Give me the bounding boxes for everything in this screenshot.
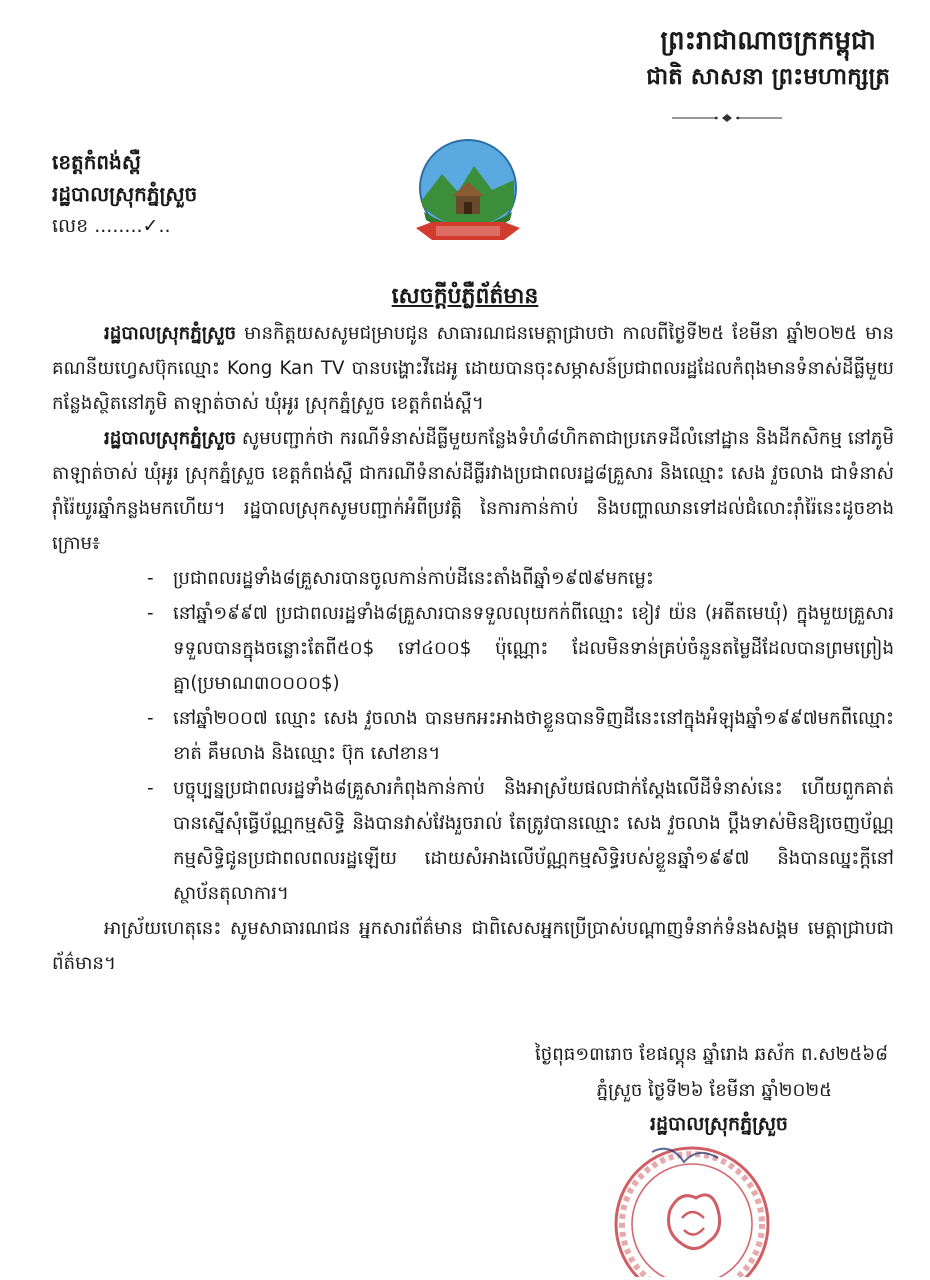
paragraph-conclusion: អាស្រ័យហេតុនេះ សូមសាធារណជន អ្នកសារព័ត៌មាន ជាពិសេសអ្នកប្រើប្រាស់បណ្តាញទំនាក់ទំនងសង្គម មេត្តាជ្រាបជាព័ត៌មាន។	[52, 918, 894, 974]
signatory: រដ្ឋបាលស្រុកភ្នំស្រួច	[650, 1113, 788, 1135]
paragraph-clarification-lead: រដ្ឋបាលស្រុកភ្នំស្រួច	[104, 428, 237, 449]
list-bullet: -	[147, 708, 154, 729]
lunar-date: ថ្ងៃពុធ១៣រោច ខែផល្គុន ឆ្នាំរោង ឆស័ក ព.ស២៥៦៨	[534, 1044, 888, 1065]
list-item	[147, 701, 894, 771]
list-item-text: បច្ចុប្បន្នប្រជាពលរដ្ឋទាំង៨គ្រួសារកំពុងកាន់កាប់ និងអាស្រ័យផលជាក់ស្តែងលើដីទំនាស់នេះ ហើយពួកគាត់បានស្នើសុំធ្វើប័ណ្ណកម្មសិទ្ធិ និងបានវាស់វែងរួចរាល់ តែត្រូវបានឈ្មោះ សេង វួចលាង ប្តឹងទាស់មិនឱ្យចេញប័ណ្ណកម្មសិទ្ធិជូនប្រជាពលពលរដ្ឋឡើយ ដោយសំអាងលើប័ណ្ណកម្មសិទ្ធិរបស់ខ្លួនឆ្នាំ១៩៩៧ និងបានឈ្នះក្តីនៅស្ថាប័នតុលាការ។	[173, 778, 894, 904]
paragraph-intro	[52, 316, 894, 421]
paragraph-clarification-text: សូមបញ្ជាក់ថា ករណីទំនាស់ដីធ្លីមួយកន្លែងទំហំ៨ហិកតាជាប្រភេទដីលំនៅដ្ឋាន និងដីកសិកម្ម នៅភូមិតាឡាត់ចាស់ ឃុំអូរ ស្រុកភ្នំស្រួច ខេត្តកំពង់ស្ពឺ ជាករណីទំនាស់ដីធ្លីរវាងប្រជាពលរដ្ឋ៨គ្រួសារ និងឈ្មោះ សេង វួចលាង ជាទំនាស់រ៉ាំរ៉ៃយូរឆ្នាំកន្លងមកហើយ។ រដ្ឋបាលស្រុកសូមបញ្ជាក់អំពីប្រវត្តិ នៃការកាន់កាប់ និងបញ្ហាឈានទៅដល់ជំលោះរ៉ាំរ៉ៃនេះដូចខាងក្រោម៖	[52, 428, 894, 554]
official-seal-icon	[600, 1132, 785, 1277]
list-item	[147, 561, 894, 596]
document-body	[52, 316, 894, 981]
issuer-block	[52, 146, 197, 242]
list-bullet: -	[147, 778, 154, 799]
list-item	[147, 596, 894, 701]
document-title: សេចក្តីបំភ្លឺព័ត៌មាន	[391, 284, 539, 309]
province-name: ខេត្តកំពង់ស្ពឺ	[52, 150, 141, 174]
paragraph-intro-text: មានកិត្តយសសូមជម្រាបជូន សាធារណជនមេត្តាជ្រាបថា កាលពីថ្ងៃទី២៥ ខែមីនា ឆ្នាំ២០២៥ មានគណនីយហ្វេសប៊ុកឈ្មោះ Kong Kan TV បានបង្ហោះវីដេអូ ដោយបានចុះសម្ភាសន៍ប្រជាពលរដ្ឋដែលកំពុងមានទំនាស់ដីធ្លីមួយកន្លែងស្ថិតនៅភូមិ តាឡាត់ចាស់ ឃុំអូរ ស្រុកភ្នំស្រួច ខេត្តកំពង់ស្ពឺ។	[52, 323, 894, 414]
list-item-text: នៅឆ្នាំ១៩៩៧ ប្រជាពលរដ្ឋទាំង៨គ្រួសារបានទទួលលុយកក់ពីឈ្មោះ ខៀវ យ៉ន (អតីតមេឃុំ) ក្នុងមួយគ្រួសារទទួលបានក្នុងចន្លោះតែពី៥០$ ទៅ៤០០$ ប៉ុណ្ណោះ ដែលមិនទាន់គ្រប់ចំនួនតម្លៃដីដែលបានព្រមព្រៀងគ្នា(ប្រមាណ៣០០០០$)	[173, 603, 894, 694]
kingdom-motto	[646, 22, 890, 94]
paragraph-clarification	[52, 421, 894, 561]
district-admin-name: រដ្ឋបាលស្រុកភ្នំស្រួច	[52, 182, 198, 206]
list-item-text: នៅឆ្នាំ២០០៧ ឈ្មោះ សេង វួចលាង បានមកអះអាងថាខ្លួនបានទិញដីនេះនៅក្នុងអំឡុងឆ្នាំ១៩៩៧មកពីឈ្មោះ ខាត់ គឹមលាង និងឈ្មោះ ប៊ុក សៅខាន។	[173, 708, 894, 764]
list-bullet: -	[147, 603, 154, 624]
document-number: លេខ ........✓..	[52, 215, 171, 237]
list-item-text: ប្រជាពលរដ្ឋទាំង៨គ្រួសារបានចូលកាន់កាប់ដីនេះតាំងពីឆ្នាំ១៩៧៩មកម្លេះ	[173, 568, 654, 589]
district-logo-icon	[412, 136, 524, 256]
kingdom-name: ព្រះរាជាណាចក្រកម្ពុជា	[660, 26, 876, 56]
history-list	[52, 561, 894, 911]
paragraph-intro-lead: រដ្ឋបាលស្រុកភ្នំស្រួច	[104, 323, 237, 344]
national-motto: ជាតិ សាសនា ព្រះមហាក្សត្រ	[646, 64, 890, 90]
solar-date: ភ្នំស្រួច ថ្ងៃទី២៦ ខែមីនា ឆ្នាំ២០២៥	[596, 1080, 832, 1101]
ornament-divider-icon	[672, 112, 782, 124]
list-bullet: -	[147, 568, 154, 589]
list-item	[147, 771, 894, 911]
